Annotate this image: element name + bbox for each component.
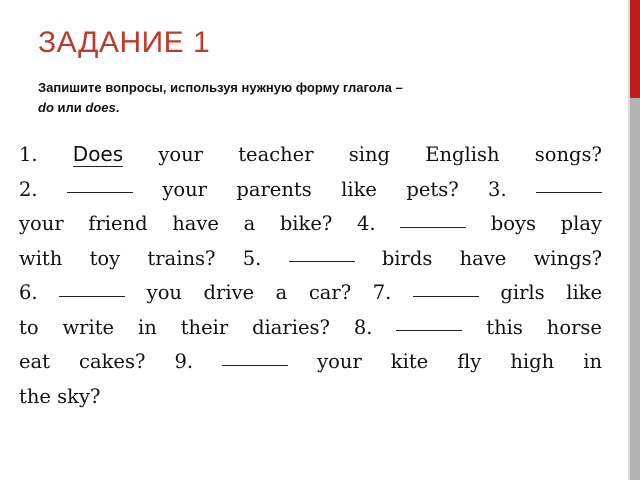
word: your <box>162 177 207 201</box>
word: the <box>19 384 51 408</box>
answer-blank <box>396 329 462 331</box>
item-number: 5. <box>242 246 262 270</box>
word: like <box>341 177 377 201</box>
item-number: 7. <box>372 281 392 304</box>
word: horse <box>546 315 602 339</box>
instruction-main: Запишите вопросы, используя нужную форму глагола – <box>38 80 403 95</box>
word: kite <box>390 350 429 373</box>
word: trains? <box>147 246 216 270</box>
instruction-or: или <box>57 100 82 115</box>
answer-blank <box>67 191 133 193</box>
option-does: does <box>85 100 116 115</box>
word: have <box>172 212 219 235</box>
word: diaries? <box>252 315 330 339</box>
word: your <box>158 143 203 166</box>
exercise-line-5 <box>19 276 602 311</box>
slide-title: ЗАДАНИЕ 1 <box>38 26 211 59</box>
item-number: 4. <box>356 212 376 235</box>
word: your <box>317 350 362 373</box>
word: songs? <box>534 143 602 166</box>
word: fly <box>457 350 482 373</box>
word: cakes? <box>79 350 146 373</box>
slide-side-bar <box>628 0 640 480</box>
word: have <box>459 246 507 270</box>
exercise-line-6 <box>19 311 602 346</box>
side-gray-bar <box>630 98 640 480</box>
word: girls <box>500 281 545 304</box>
word: boys <box>490 212 537 235</box>
word: wings? <box>533 246 603 270</box>
word: sing <box>348 143 391 166</box>
word: in <box>583 350 602 373</box>
answer-blank <box>536 191 602 193</box>
word: you <box>146 281 182 304</box>
answer-blank <box>400 226 466 228</box>
exercise-line-3 <box>19 207 602 242</box>
word: your <box>19 212 64 235</box>
word: their <box>180 315 229 339</box>
word: like <box>566 281 603 304</box>
word: in <box>138 315 157 339</box>
exercise-line-7 <box>19 345 602 380</box>
word: a <box>275 281 288 304</box>
word: to <box>19 315 39 339</box>
word: toy <box>89 246 121 270</box>
word: English <box>425 143 500 166</box>
item-number: 6. <box>19 281 38 304</box>
item-number: 2. <box>19 177 38 201</box>
exercise-text <box>19 138 602 414</box>
instruction-period: . <box>115 100 120 115</box>
word: car? <box>308 281 352 304</box>
word: high <box>510 350 555 373</box>
word: friend <box>88 212 148 235</box>
answer-blank <box>289 260 355 262</box>
word: a <box>243 212 256 235</box>
item-number: 9. <box>174 350 194 373</box>
word: play <box>560 212 603 235</box>
exercise-line-1 <box>19 138 602 173</box>
answer-blank <box>59 295 125 297</box>
filled-answer: Does <box>72 142 124 166</box>
answer-blank <box>413 295 479 297</box>
word: sky? <box>57 384 101 408</box>
word: drive <box>203 281 255 304</box>
word: parents <box>236 177 312 201</box>
word: this <box>486 315 523 339</box>
word: teacher <box>238 143 314 166</box>
item-number: 8. <box>353 315 373 339</box>
word: with <box>19 246 63 270</box>
option-do: do <box>38 100 54 115</box>
exercise-line-2 <box>19 173 602 208</box>
accent-bar <box>630 0 640 98</box>
word: pets? <box>406 177 459 201</box>
instruction-text <box>38 78 558 118</box>
item-number: 1. <box>19 143 38 166</box>
exercise-line-8 <box>19 380 602 415</box>
word: eat <box>19 350 51 373</box>
exercise-line-4 <box>19 242 602 277</box>
word: birds <box>381 246 433 270</box>
answer-blank <box>222 364 288 366</box>
word: bike? <box>279 212 333 235</box>
word: write <box>62 315 115 339</box>
item-number: 3. <box>488 177 507 201</box>
